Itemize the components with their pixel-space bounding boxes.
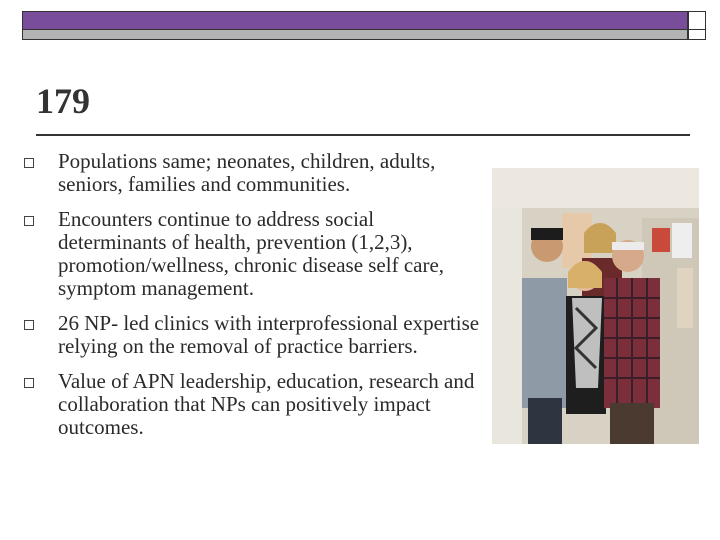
header-corner-box-lower [688, 29, 706, 40]
square-bullet-icon [24, 158, 34, 168]
header-purple-bar [22, 11, 688, 30]
bullet-list [22, 150, 482, 451]
bullet-text: Encounters continue to address social determinants of health, prevention (1,2,3), promotion/wellness, chronic disease self care, symptom management. [58, 207, 445, 300]
bullet-item [22, 208, 482, 300]
square-bullet-icon [24, 320, 34, 330]
group-photo [492, 168, 699, 444]
bullet-item [22, 150, 482, 196]
bullet-text: Value of APN leadership, education, research and collaboration that NPs can positively impact outcomes. [58, 369, 475, 439]
title-divider [36, 134, 690, 136]
bullet-text: 26 NP- led clinics with interprofessional expertise relying on the removal of practice barriers. [58, 311, 480, 358]
bullet-item [22, 370, 482, 439]
bullet-item [22, 312, 482, 358]
square-bullet-icon [24, 378, 34, 388]
bullet-text: Populations same; neonates, children, adults, seniors, families and communities. [58, 149, 436, 196]
slide-title: 179 [36, 81, 90, 121]
header-gray-bar [22, 29, 688, 40]
square-bullet-icon [24, 216, 34, 226]
header-decoration [22, 11, 706, 40]
header-corner-box [688, 11, 706, 30]
